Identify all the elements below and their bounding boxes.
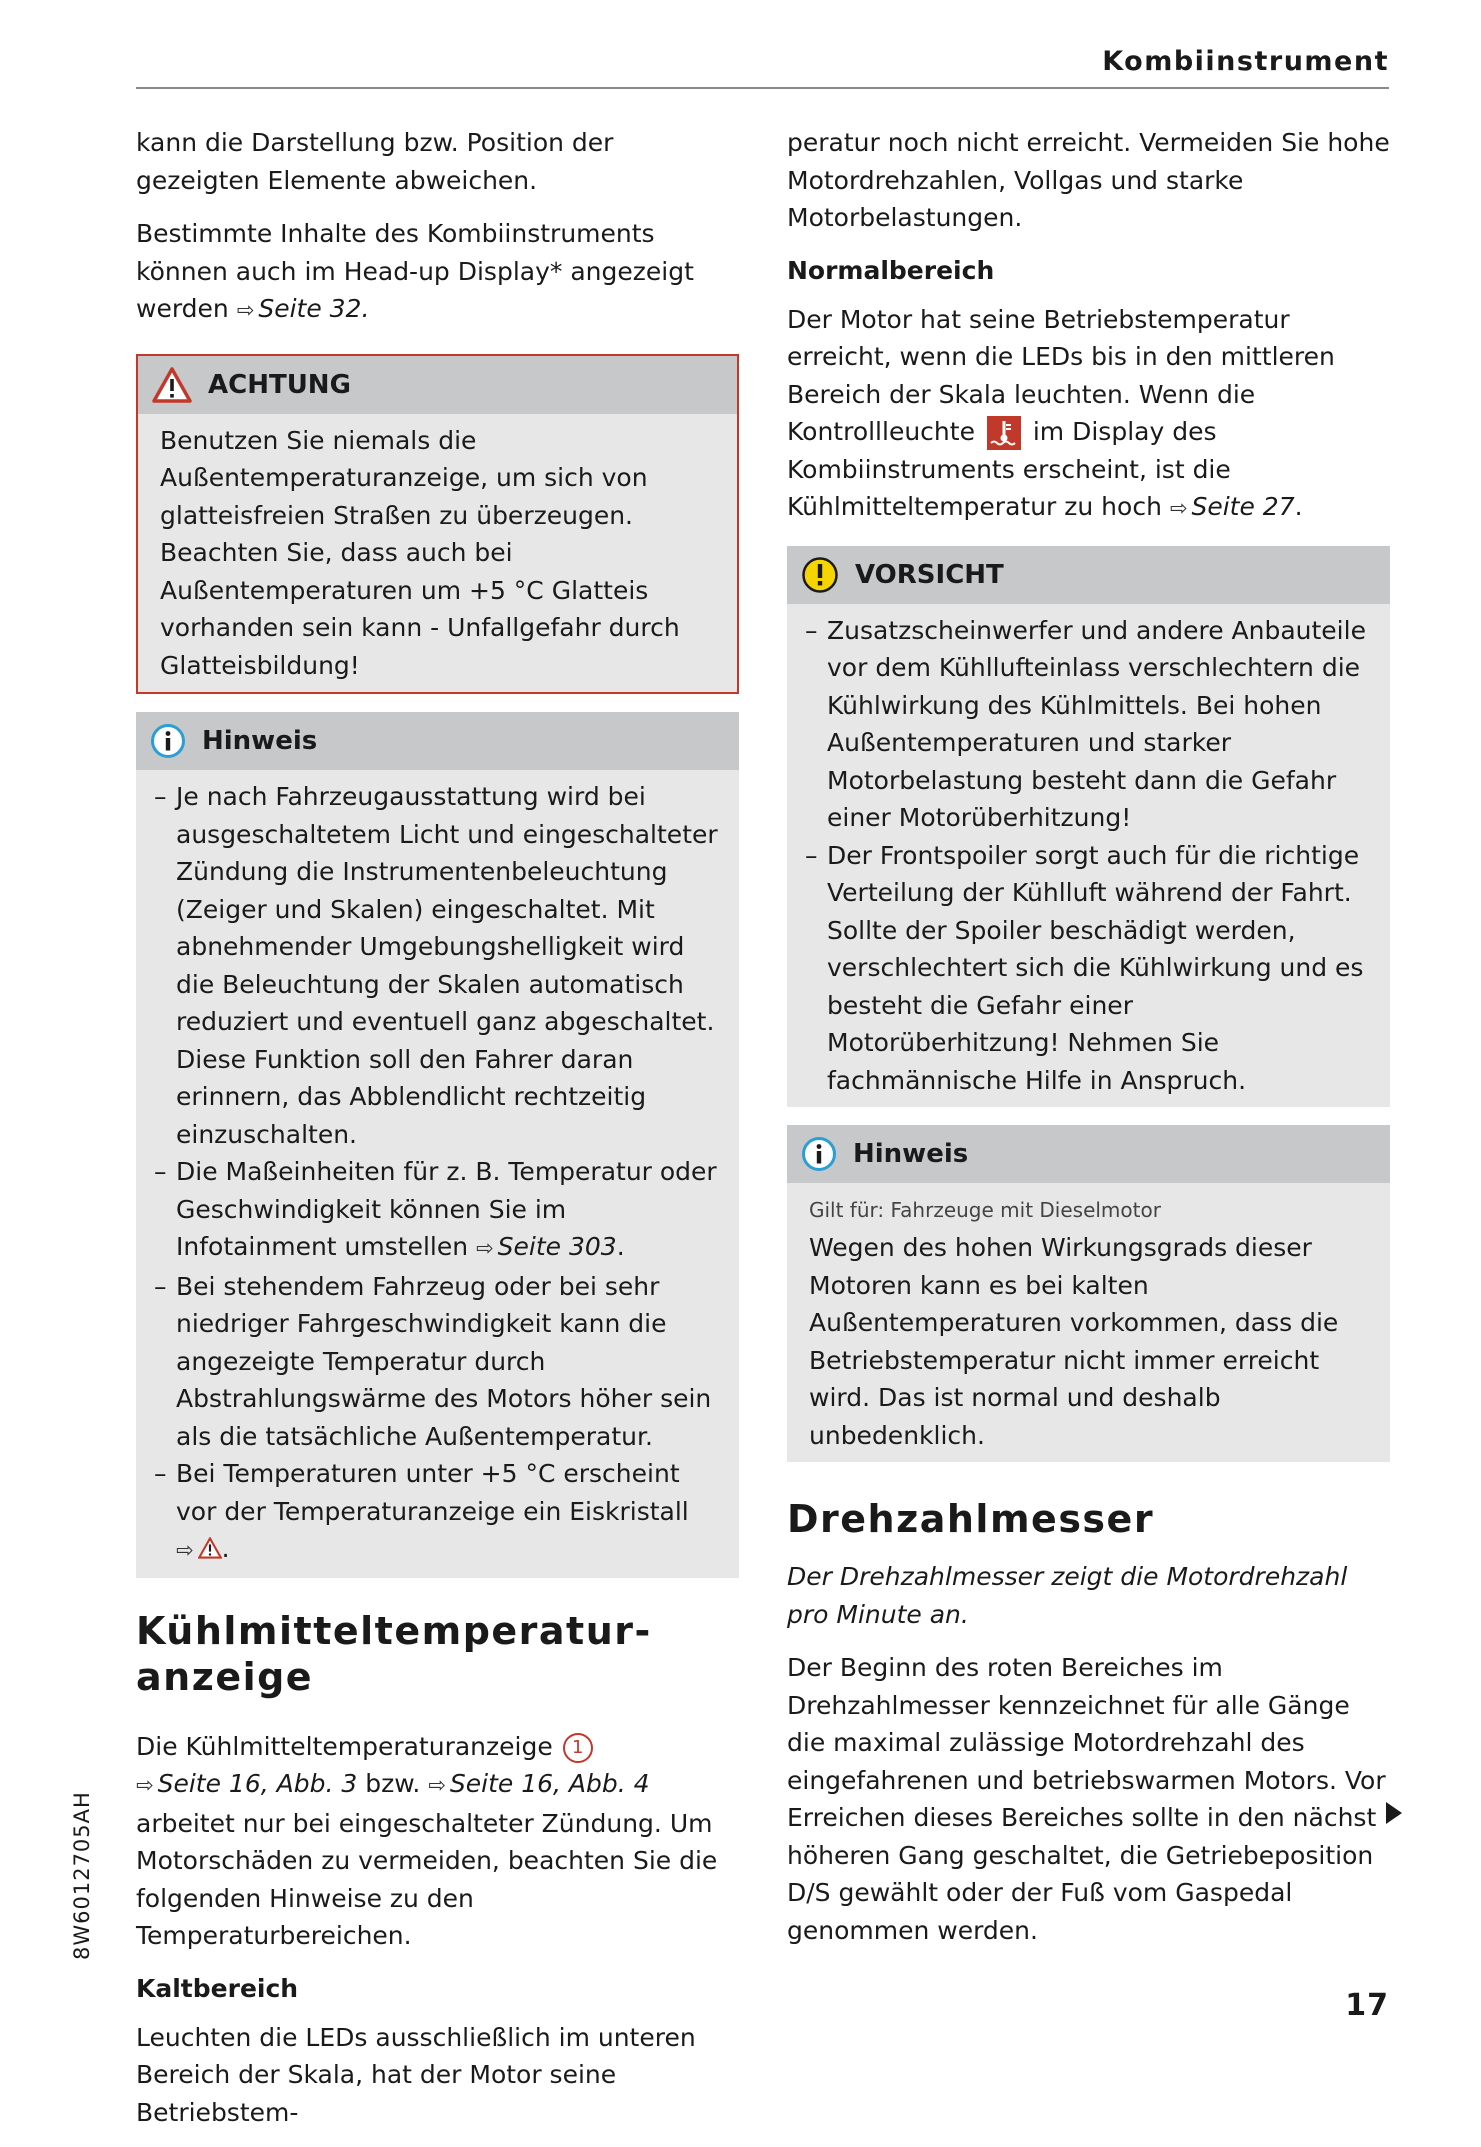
paragraph: Der Beginn des roten Bereiches im Drehzahlmesser kennzeichnet für alle Gänge die maximal zulässige Motordrehzahl des eingefahrenen und betriebswarmen Motors. Vor Erreichen dieses Bereiches sollte in den nächst höheren Gang geschaltet, die Getriebeposition D/S gewählt oder der Fuß vom Gaspedal genommen werden. — [787, 1653, 1386, 1945]
paragraph: Der Motor hat seine Betriebstemperatur erreicht, wenn die LEDs bis in den mittleren Bereich der Skala leuchten. Wenn die Kontrollleuchte im Display des Kombiinstruments erscheint, ist die Kühlmitteltemperatur zu hoch ⇨ Seite 27. — [787, 304, 1335, 521]
note-label: Hinweis — [202, 726, 318, 756]
list-item: – Die Maßeinheiten für z. B. Temperatur oder Geschwindigkeit können Sie im Infotainment umstellen ⇨ Seite 303. — [154, 1153, 721, 1268]
page-reference-link[interactable]: ⇨ Seite 32. — [236, 294, 370, 323]
right-column — [787, 124, 1390, 1965]
subheading-normalbereich: Normalbereich — [787, 255, 995, 285]
paragraph: peratur noch nicht erreicht. Vermeiden Sie hohe Motordrehzahlen, Vollgas und starke Motorbelastungen. — [787, 128, 1390, 232]
arrow-right-icon: ⇨ — [1169, 496, 1188, 520]
warning-text: Benutzen Sie niemals die Außentemperaturanzeige, um sich von glatteisfreien Straßen zu überzeugen. Beachten Sie, dass auch bei Außentemperaturen um +5 °C Glatteis vorhanden sein kann - Unfallgefahr durch Glatteisbildung! — [160, 425, 680, 680]
warning-label: ACHTUNG — [208, 369, 351, 400]
note-header — [787, 1125, 1390, 1183]
paragraph: Leuchten die LEDs ausschließlich im unteren Bereich der Skala, hat der Motor seine Betriebstem- — [136, 2022, 696, 2127]
caution-label: VORSICHT — [855, 559, 1004, 590]
note-text: Wegen des hohen Wirkungsgrads dieser Motoren kann es bei kalten Außentemperaturen vorkommen, dass die Betriebstemperatur nicht immer erreicht wird. Das ist normal und deshalb unbedenklich. — [809, 1233, 1339, 1450]
page-reference-link[interactable]: ⇨ Seite 16, Abb. 4 — [428, 1769, 650, 1798]
warning-header — [138, 356, 737, 414]
page-number: 17 — [1345, 1988, 1389, 2023]
section-title-coolant: Kühlmitteltemperatur- anzeige — [136, 1608, 652, 1699]
info-icon — [150, 723, 186, 759]
section-intro: Der Drehzahlmesser zeigt die Motordrehzahl pro Minute an. — [787, 1562, 1348, 1629]
caution-box — [787, 546, 1390, 1108]
warning-triangle-icon — [152, 367, 192, 403]
paragraph: kann die Darstellung bzw. Position der gezeigten Elemente abweichen. — [136, 128, 614, 195]
header-rule — [136, 87, 1389, 89]
arrow-right-icon: ⇨ — [428, 1773, 446, 1797]
note-box-diesel — [787, 1125, 1390, 1462]
warning-triangle-icon — [198, 1537, 222, 1559]
paragraph: Bestimmte Inhalte des Kombiinstruments können auch im Head-up Display* angezeigt werden ⇨ Seite 32. — [136, 219, 694, 323]
note-list — [154, 778, 721, 1570]
note-header — [136, 712, 739, 770]
page-reference-link[interactable]: ⇨ Seite 303 — [476, 1232, 617, 1261]
arrow-right-icon: ⇨ — [136, 1773, 154, 1797]
caution-list — [805, 612, 1372, 1100]
continue-arrow-icon — [1386, 1802, 1402, 1824]
list-item: – Bei Temperaturen unter +5 °C erscheint vor der Temperaturanzeige ein Eiskristall ⇨ . — [154, 1455, 721, 1570]
list-item: – Je nach Fahrzeugausstattung wird bei ausgeschaltetem Licht und eingeschalteter Zündung die Instrumentenbeleuchtung (Zeiger und Skalen) eingeschaltet. Mit abnehmender Umgebungshelligkeit wird die Beleuchtung der Skalen automatisch reduziert und eventuell ganz abgeschaltet. Diese Funktion soll den Fahrer daran erinnern, das Abblendlicht rechtzeitig einzuschalten. — [154, 778, 721, 1153]
arrow-right-icon: ⇨ — [476, 1236, 494, 1260]
arrow-right-icon: ⇨ — [176, 1538, 194, 1562]
page-reference-link[interactable]: ⇨ Seite 27 — [1169, 492, 1295, 521]
list-item: – Zusatzscheinwerfer und andere Anbauteile vor dem Kühllufteinlass verschlechtern die Kühlwirkung des Kühlmittels. Bei hohen Außentemperaturen und starker Motorbelastung besteht dann die Gefahr einer Motorüberhitzung! — [805, 612, 1372, 837]
left-column — [136, 124, 739, 2147]
note-label: Hinweis — [853, 1139, 969, 1169]
callout-number: 1 — [563, 1733, 593, 1763]
applies-to-text: Gilt für: Fahrzeuge mit Dieselmotor — [809, 1198, 1161, 1222]
page-reference-link[interactable]: ⇨ Seite 16, Abb. 3 — [136, 1769, 358, 1798]
warning-reference-link[interactable] — [176, 1534, 222, 1563]
info-icon — [801, 1136, 837, 1172]
running-header: Kombiinstrument — [1102, 46, 1389, 77]
coolant-temperature-warning-icon — [987, 416, 1021, 450]
note-box — [136, 712, 739, 1578]
warning-box — [136, 354, 739, 695]
exclamation-circle-icon — [801, 556, 839, 594]
document-code: 8W6012705AH — [70, 1791, 94, 1960]
subheading-kaltbereich: Kaltbereich — [136, 1973, 299, 2003]
list-item: – Der Frontspoiler sorgt auch für die richtige Verteilung der Kühlluft während der Fahrt. Sollte der Spoiler beschädigt werden, verschlechtert sich die Kühlwirkung und es besteht die Gefahr einer Motorüberhitzung! Nehmen Sie fachmännische Hilfe in Anspruch. — [805, 837, 1372, 1100]
arrow-right-icon: ⇨ — [236, 298, 255, 322]
list-item: – Bei stehendem Fahrzeug oder bei sehr niedriger Fahrgeschwindigkeit kann die angezeigte Temperatur durch Abstrahlungswärme des Motors höher sein als die tatsächliche Außentemperatur. — [154, 1268, 721, 1456]
caution-header — [787, 546, 1390, 604]
paragraph: Die Kühlmitteltemperaturanzeige 1 ⇨ Seite 16, Abb. 3 bzw. ⇨ Seite 16, Abb. 4 arbeitet nur bei eingeschalteter Zündung. Um Motorschäden zu vermeiden, beachten Sie die folgenden Hinweise zu den Temperaturbereichen. — [136, 1731, 718, 1950]
section-title-tachometer: Drehzahlmesser — [787, 1497, 1155, 1541]
